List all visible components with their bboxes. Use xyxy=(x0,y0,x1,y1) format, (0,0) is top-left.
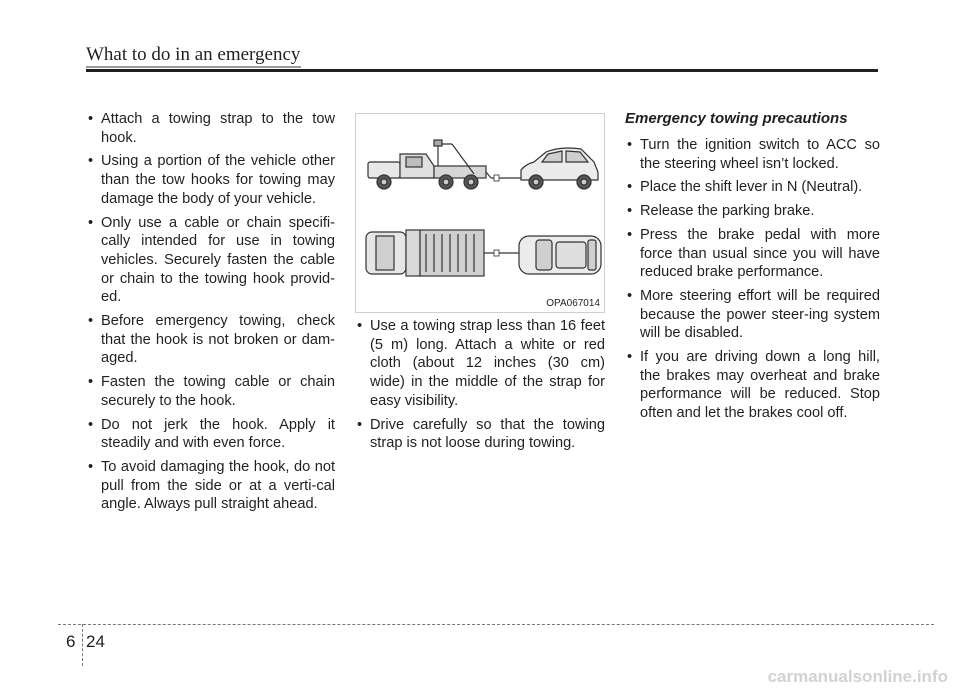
towing-instructions-list xyxy=(86,110,335,514)
footer-rule xyxy=(58,624,934,625)
header-rule xyxy=(86,69,878,72)
list-item: • Release the parking brake. xyxy=(625,202,880,221)
list-item: • Attach a towing strap to the tow hook. xyxy=(86,110,335,147)
list-item: • More steering effort will be required because the power steer-ing system will be disabled. xyxy=(625,287,880,343)
list-item: • To avoid damaging the hook, do not pull from the side or at a verti-cal angle. Always pull straight ahead. xyxy=(86,458,335,514)
list-item: • Use a towing strap less than 16 feet (5 m) long. Attach a white or red cloth (about 12 inches (30 cm) wide) in the middle of the strap for easy visibility. xyxy=(355,317,605,411)
list-item: • Drive carefully so that the towing strap is not loose during towing. xyxy=(355,416,605,453)
list-item: • Only use a cable or chain specifi-cally intended for use in towing vehicles. Securely fasten the cable or chain to the towing hook provid-ed. xyxy=(86,214,335,308)
list-item: • Place the shift lever in N (Neutral). xyxy=(625,178,880,197)
column-2 xyxy=(355,110,605,458)
list-item: • If you are driving down a long hill, the brakes may overheat and brake performance will be reduced. Stop often and let the brakes cool off. xyxy=(625,348,880,423)
figure-code: OPA067014 xyxy=(546,298,600,309)
list-item: • Press the brake pedal with more force than usual since you will have reduced brake performance. xyxy=(625,226,880,282)
section-heading: Emergency towing precautions xyxy=(625,110,848,127)
watermark: carmanualsonline.info xyxy=(767,667,948,686)
column-1 xyxy=(86,110,335,519)
list-item: • Turn the ignition switch to ACC so the steering wheel isn’t locked. xyxy=(625,136,880,173)
page-number: 24 xyxy=(86,632,105,651)
list-item: • Before emergency towing, check that the hook is not broken or dam-aged. xyxy=(86,312,335,368)
list-item: • Fasten the towing cable or chain securely to the hook. xyxy=(86,373,335,410)
towing-strap-list xyxy=(355,317,605,453)
column-3 xyxy=(625,110,880,428)
list-item: • Do not jerk the hook. Apply it steadily and with even force. xyxy=(86,416,335,453)
list-item: • Using a portion of the vehicle other than the tow hooks for towing may damage the body of your vehicle. xyxy=(86,152,335,208)
header-accent-rule xyxy=(86,66,301,68)
precautions-list xyxy=(625,136,880,423)
section-number: 6 xyxy=(66,632,76,651)
chapter-title: What to do in an emergency xyxy=(86,44,301,65)
footer-divider xyxy=(82,624,83,666)
